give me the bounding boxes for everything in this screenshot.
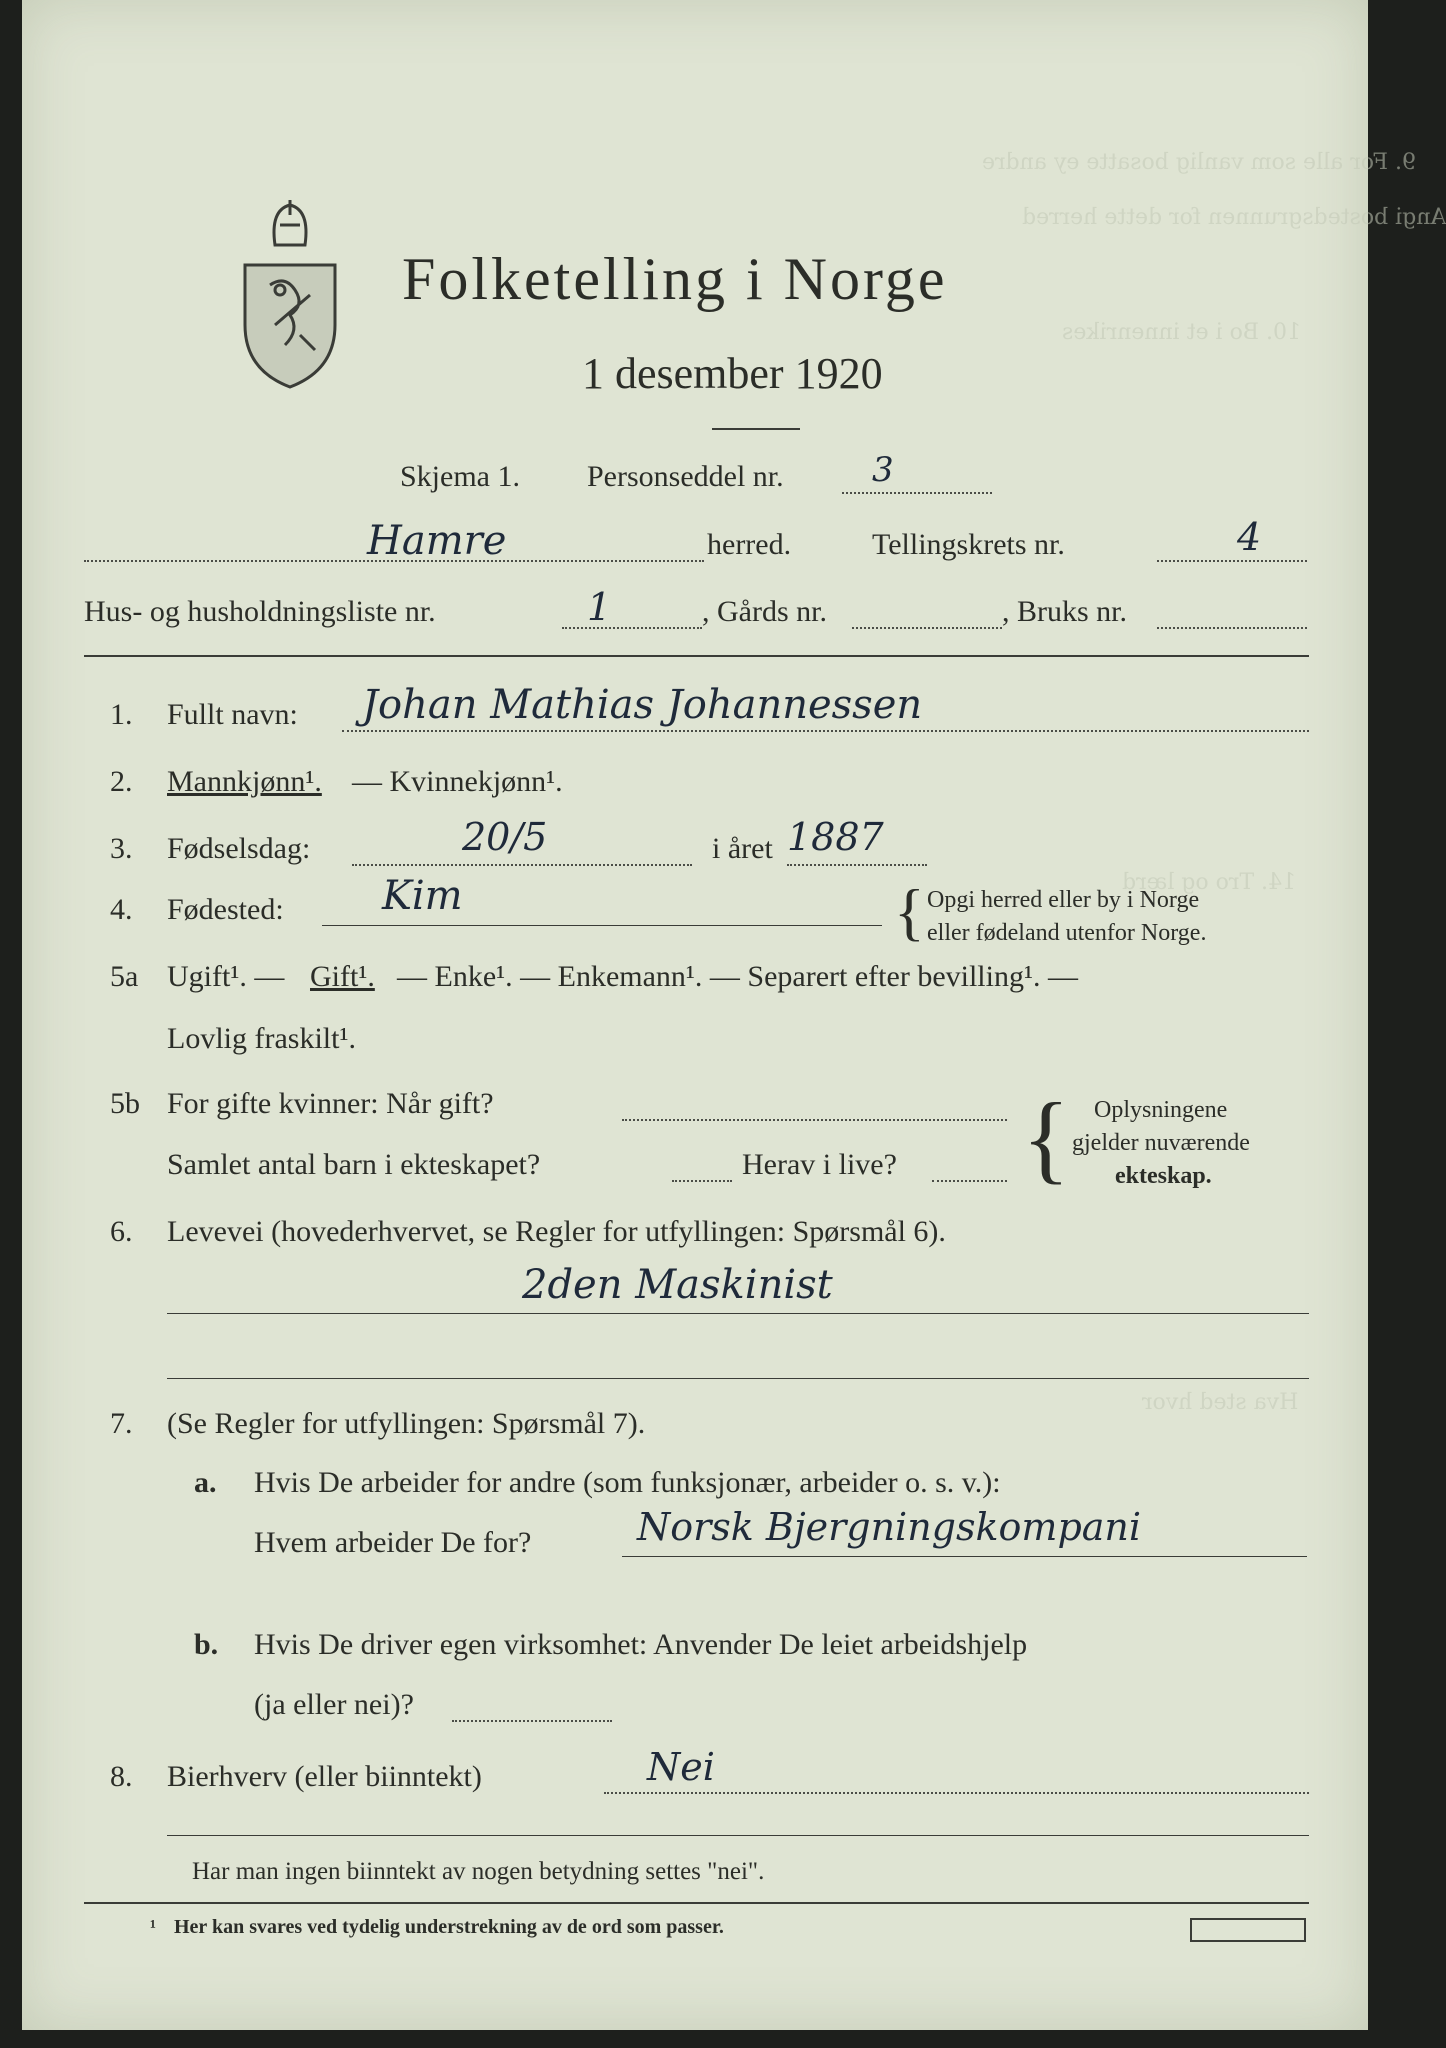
footnote-rule (84, 1902, 1309, 1904)
personseddel-value[interactable]: 3 (872, 450, 894, 490)
q2-female: — Kvinnekjønn¹. (352, 765, 563, 798)
q2-number: 2. (110, 765, 133, 798)
q5a-ugift: Ugift¹. — (167, 960, 285, 993)
husliste-label: Hus- og husholdningsliste nr. (84, 595, 436, 628)
header-rule (84, 655, 1309, 657)
tellingskrets-label: Tellingskrets nr. (872, 528, 1065, 561)
note-nei: Har man ingen biinntekt av nogen betydning settes "nei". (192, 1858, 765, 1885)
q7b-letter: b. (194, 1628, 219, 1661)
employer-value[interactable]: Norsk Bjergningskompani (637, 1505, 1142, 1549)
q3-year-label: i året (712, 832, 773, 865)
bleed-through: 14. Tro og lærd (1122, 870, 1297, 895)
birthday-value[interactable]: 20/5 (462, 815, 548, 859)
q3-number: 3. (110, 832, 133, 865)
q3-label: Fødselsdag: (167, 832, 311, 865)
form-title: Folketelling i Norge (402, 246, 948, 312)
coat-of-arms-icon (230, 195, 350, 395)
q4-note-2: eller fødeland utenfor Norge. (927, 920, 1207, 946)
personseddel-label: Personseddel nr. (587, 460, 784, 493)
q7-label: (Se Regler for utfyllingen: Spørsmål 7). (167, 1407, 646, 1440)
q8-number: 8. (110, 1760, 133, 1793)
q5b-note-1: Oplysningene (1094, 1097, 1228, 1123)
q5a-gift: Gift¹. (310, 960, 375, 993)
bleed-through: 10. Bo i et innenrikes (1062, 320, 1302, 345)
q5a-rest: — Enke¹. — Enkemann¹. — Separert efter bevilling¹. — (397, 960, 1078, 993)
q7a-line1: Hvis De arbeider for andre (som funksjonær, arbeider o. s. v.): (254, 1466, 1001, 1499)
q7-number: 7. (110, 1407, 133, 1440)
gards-label: , Gårds nr. (702, 595, 827, 628)
husliste-value[interactable]: 1 (587, 585, 612, 629)
herred-label: herred. (707, 528, 792, 561)
bleed-through: Hva sted hvor (1142, 1390, 1299, 1415)
q4-note-1: Opgi herred eller by i Norge (927, 887, 1200, 913)
q8-label: Bierhverv (eller biinntekt) (167, 1760, 482, 1793)
q6-number: 6. (110, 1215, 133, 1248)
q6-label: Levevei (hovederhvervet, se Regler for utfyllingen: Spørsmål 6). (167, 1215, 946, 1248)
census-form (22, 0, 1446, 2030)
q5a-number: 5a (110, 960, 139, 993)
q5b-line2b: Herav i live? (742, 1148, 897, 1181)
q5b-note-2: gjelder nuværende (1072, 1130, 1250, 1156)
herred-value[interactable]: Hamre (367, 518, 507, 564)
q2-male: Mannkjønn¹. (167, 765, 322, 798)
q7b-line1: Hvis De driver egen virksomhet: Anvender De leiet arbeidshjelp (254, 1628, 1028, 1661)
q1-number: 1. (110, 698, 133, 731)
q7b-line2: (ja eller nei)? (254, 1688, 414, 1721)
lower-rule (167, 1835, 1309, 1836)
birth-year-value[interactable]: 1887 (787, 815, 884, 859)
footnote-text: Her kan svares ved tydelig understrekning av de ord som passer. (174, 1916, 724, 1938)
birthplace-value[interactable]: Kim (382, 873, 463, 919)
q4-label: Fødested: (167, 893, 284, 926)
footnote-mark: ¹ (150, 1916, 156, 1938)
bleed-through: 9. For alle som vanlig bosatte ey andre (982, 150, 1417, 175)
bleed-through: Angi bostedsgrunnen for dette herred (1022, 205, 1446, 230)
q5b-line2a: Samlet antal barn i ekteskapet? (167, 1148, 541, 1181)
q5b-line1: For gifte kvinner: Når gift? (167, 1087, 494, 1120)
bruks-label: , Bruks nr. (1002, 595, 1128, 628)
q5b-number: 5b (110, 1087, 140, 1120)
q5a-fraskilt: Lovlig fraskilt¹. (167, 1022, 356, 1055)
q5b-note-3: ekteskap. (1115, 1163, 1212, 1189)
q1-label: Fullt navn: (167, 698, 298, 731)
q4-brace: { (894, 876, 925, 947)
q4-number: 4. (110, 893, 133, 926)
q7a-letter: a. (194, 1466, 217, 1499)
q7a-line2: Hvem arbeider De for? (254, 1526, 532, 1559)
schema-label: Skjema 1. (400, 460, 520, 493)
printer-stamp (1190, 1918, 1306, 1942)
occupation-value[interactable]: 2den Maskinist (522, 1262, 833, 1308)
census-date: 1 desember 1920 (582, 349, 883, 398)
title-divider (712, 428, 800, 430)
full-name-value[interactable]: Johan Mathias Johannessen (362, 682, 923, 728)
q5b-brace: { (1022, 1082, 1070, 1193)
side-income-value[interactable]: Nei (647, 1745, 715, 1789)
tellingskrets-value[interactable]: 4 (1237, 515, 1262, 559)
